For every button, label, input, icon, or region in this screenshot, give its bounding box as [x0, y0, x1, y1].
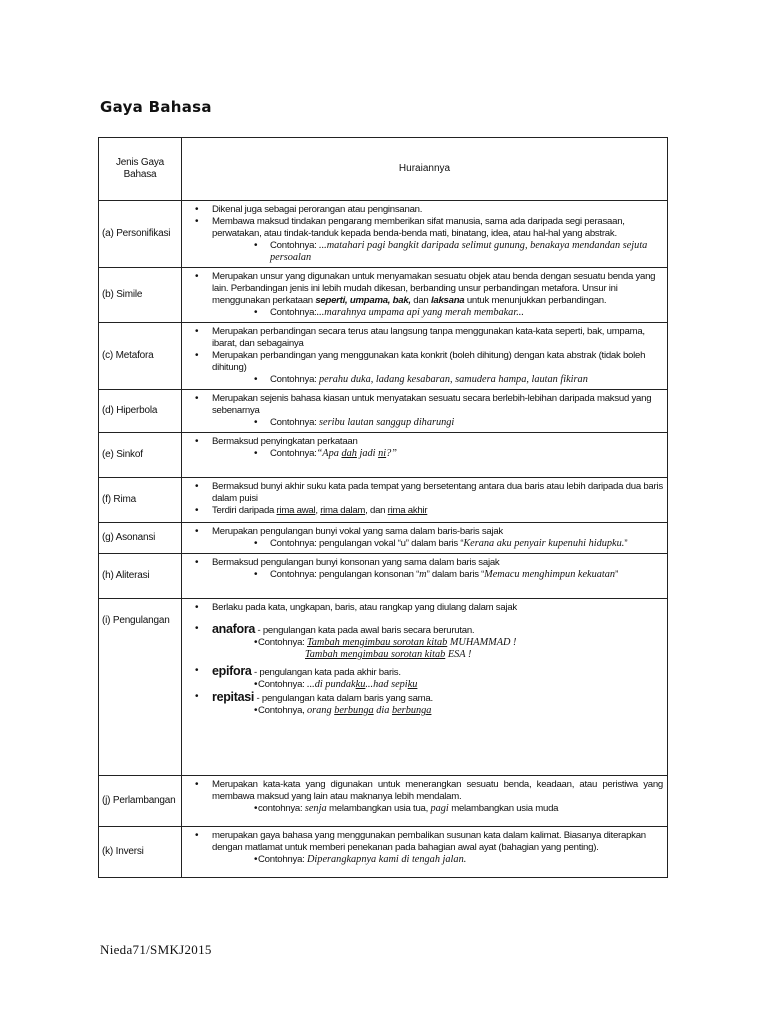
footer-credit: Nieda71/SMKJ2015 — [100, 942, 212, 957]
list-item: • Terdiri daripada rima awal, rima dalam, dan rima akhir — [186, 505, 663, 517]
row-label: (d) Hiperbola — [99, 390, 182, 433]
row-description — [182, 776, 668, 827]
table-row — [99, 478, 668, 523]
table-header-row — [99, 138, 668, 201]
table-row — [99, 599, 668, 776]
list-item: • Merupakan kata-kata yang digunakan untuk menerangkan sesuatu benda, keadaan, atau peristiwa yang membawa maksud yang lain atau maknanya lebih mendalam. — [186, 779, 663, 803]
example-item: • Contohnya: perahu duka, ladang kesabaran, samudera hampa, lautan fikiran — [186, 374, 663, 386]
row-description — [182, 523, 668, 554]
example-item: • Contohnya: pengulangan konsonan “m” dalam baris “Memacu menghimpun kekuatan” — [186, 569, 663, 581]
row-description — [182, 390, 668, 433]
row-label: (k) Inversi — [99, 827, 182, 878]
list-item: • Merupakan unsur yang digunakan untuk menyamakan sesuatu objek atau benda dengan sesuatu benda yang lain. Perbandingan jenis ini lebih mudah dikesan, berbanding unsur perbandingan metafora. Unsur ini menggunakan perkataan seperti, umpama, bak, dan laksana untuk menunjukkan perbandingan. — [186, 271, 663, 307]
row-description — [182, 478, 668, 523]
row-description — [182, 433, 668, 478]
list-item: • Berlaku pada kata, ungkapan, baris, atau rangkap yang diulang dalam sajak — [186, 602, 663, 614]
example-item: • Contohnya: Diperangkapnya kami di tengah jalan. — [186, 854, 663, 866]
row-description — [182, 268, 668, 323]
table-row — [99, 268, 668, 323]
list-item: • Bermaksud penyingkatan perkataan — [186, 436, 663, 448]
row-label: (f) Rima — [99, 478, 182, 523]
row-label: (i) Pengulangan — [99, 599, 182, 776]
row-label: (h) Aliterasi — [99, 554, 182, 599]
example-item: • Contohnya: ...di pundakku...had sepiku — [186, 679, 663, 691]
list-item: • Merupakan sejenis bahasa kiasan untuk menyatakan sesuatu secara berlebih-lebihan daripada maksud yang sebenarnya — [186, 393, 663, 417]
table-row — [99, 554, 668, 599]
row-label: (b) Simile — [99, 268, 182, 323]
example-item: • Contohnya: Tambah mengimbau sorotan kitab MUHAMMAD ! Tambah mengimbau sorotan kitab ESA ! — [186, 637, 663, 661]
list-item: • repitasi - pengulangan kata dalam baris yang sama. — [186, 691, 663, 705]
header-huraian: Huraiannya — [182, 138, 668, 201]
list-item: • Merupakan pengulangan bunyi vokal yang sama dalam baris-baris sajak — [186, 526, 663, 538]
list-item: • Bermaksud pengulangan bunyi konsonan yang sama dalam baris sajak — [186, 557, 663, 569]
list-item: • Dikenal juga sebagai perorangan atau penginsanan. — [186, 204, 663, 216]
list-item: • Merupakan perbandingan secara terus atau langsung tanpa menggunakan kata-kata seperti, bak, umpama, ibarat, dan sebagainya — [186, 326, 663, 350]
table-row — [99, 201, 668, 268]
table-row — [99, 523, 668, 554]
row-description — [182, 827, 668, 878]
row-label: (g) Asonansi — [99, 523, 182, 554]
table-row — [99, 827, 668, 878]
example-item: • contohnya: senja melambangkan usia tua, pagi melambangkan usia muda — [186, 803, 663, 815]
example-item: • Contohnya: seribu lautan sanggup diharungi — [186, 417, 663, 429]
example-item: • Contohnya, orang berbunga dia berbunga — [186, 705, 663, 717]
example-item: • Contohnya:...marahnya umpama api yang merah membakar... — [186, 307, 663, 319]
list-item: • anafora - pengulangan kata pada awal baris secara berurutan. — [186, 623, 663, 637]
gaya-bahasa-table — [98, 137, 668, 878]
list-item: • epifora - pengulangan kata pada akhir baris. — [186, 665, 663, 679]
list-item: • merupakan gaya bahasa yang menggunakan pembalikan susunan kata dalam kalimat. Biasanya diterapkan dengan matlamat untuk memberi penekanan pada bahagian awal ayat (bahagian yang penting). — [186, 830, 663, 854]
row-label: (a) Personifikasi — [99, 201, 182, 268]
row-description — [182, 323, 668, 390]
table-row — [99, 433, 668, 478]
row-description — [182, 554, 668, 599]
page-title: Gaya Bahasa — [100, 98, 212, 116]
example-item: • Contohnya: pengulangan vokal “u” dalam baris “Kerana aku penyair kupenuhi hidupku.” — [186, 538, 663, 550]
row-description — [182, 201, 668, 268]
list-item: • Merupakan perbandingan yang menggunakan kata konkrit (boleh dihitung) dengan kata abstrak (tidak boleh dihitung) — [186, 350, 663, 374]
row-label: (j) Perlambangan — [99, 776, 182, 827]
example-item: • Contohnya: ...matahari pagi bangkit daripada selimut gunung, benakaya mendandan sejuta persoalan — [186, 240, 663, 264]
example-item: • Contohnya:“Apa dah jadi ni?” — [186, 448, 663, 460]
list-item: • Membawa maksud tindakan pengarang memberikan sifat manusia, sama ada daripada segi perasaan, perwatakan, atau tindak-tanduk kepada benda-benda mati, binatang, idea, atau hal-hal yang abstrak. — [186, 216, 663, 240]
table-row — [99, 390, 668, 433]
list-item: • Bermaksud bunyi akhir suku kata pada tempat yang bersetentang antara dua baris atau lebih daripada dua baris dalam puisi — [186, 481, 663, 505]
row-label: (e) Sinkof — [99, 433, 182, 478]
row-description — [182, 599, 668, 776]
header-jenis: Jenis Gaya Bahasa — [99, 138, 182, 201]
table-row — [99, 776, 668, 827]
row-label: (c) Metafora — [99, 323, 182, 390]
table-row — [99, 323, 668, 390]
